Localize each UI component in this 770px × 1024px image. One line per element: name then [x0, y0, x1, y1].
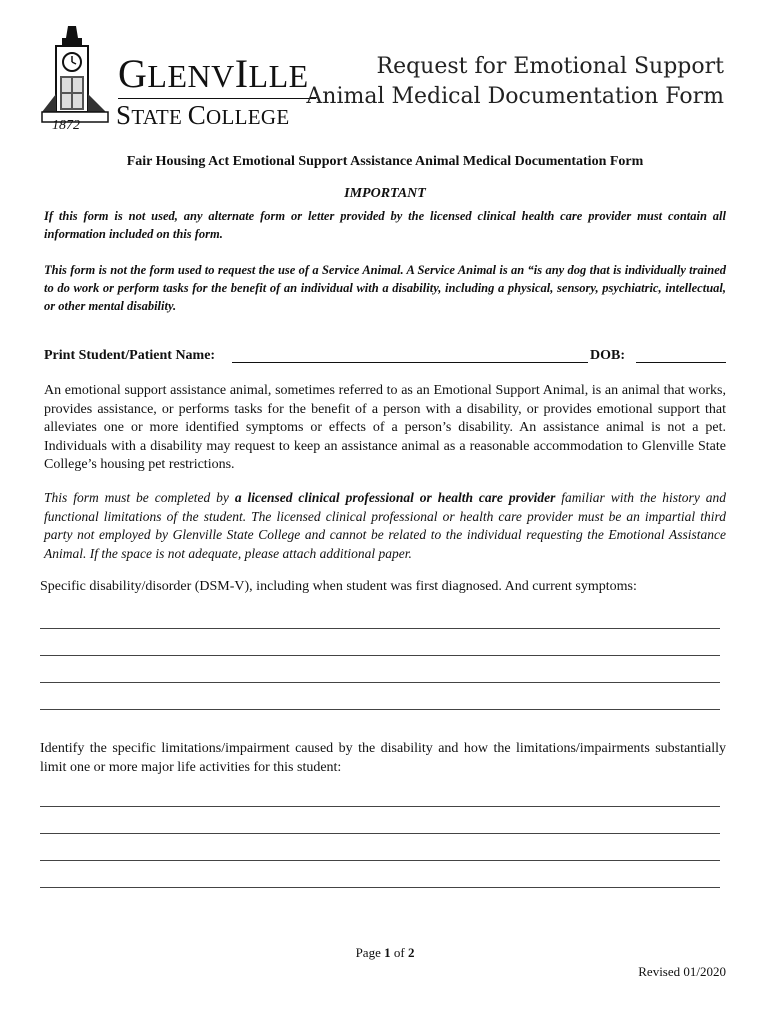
answer-line-2[interactable]	[40, 655, 720, 656]
answer-line-1[interactable]	[40, 628, 720, 629]
esa-definition: An emotional support assistance animal, sometimes referred to as an Emotional Support Animal, is an animal that works, provides assistance, or performs tasks for the benefit of a person with a disability, or provides emotional support that alleviates one or more identified symptoms or effects of a person’s disability. An assistance animal is not a pet. Individuals with a disability may request to keep an assistance animal as a reasonable accommodation to Glenville State College’s housing pet restrictions.	[44, 383, 726, 472]
important-notice: If this form is not used, any alternate form or letter provided by the licensed clinical health care provider must contain all information included on this form.	[44, 209, 726, 241]
founding-year: 1872	[52, 118, 80, 133]
dob-label: DOB:	[590, 348, 625, 363]
form-title: Request for Emotional Support Animal Medical Documentation Form	[306, 54, 724, 109]
answer-line-4[interactable]	[40, 709, 720, 710]
answer-line-8[interactable]	[40, 887, 720, 888]
answer-line-6[interactable]	[40, 833, 720, 834]
form-subtitle: Fair Housing Act Emotional Support Assistance Animal Medical Documentation Form	[126, 154, 644, 169]
answer-line-3[interactable]	[40, 682, 720, 683]
logo-name-state-college: STATE COLLEGE	[116, 100, 290, 130]
answer-line-7[interactable]	[40, 860, 720, 861]
provider-emphasis: a licensed clinical professional or health care provider	[234, 490, 556, 505]
student-name-label: Print Student/Patient Name:	[44, 348, 216, 363]
name-dob-row	[44, 344, 726, 366]
question-limitations: Identify the specific limitations/impairment caused by the disability and how the limitations/impairments substantially limit one or more major life activities for this student:	[40, 741, 726, 775]
logo-divider	[118, 98, 316, 99]
question-disability: Specific disability/disorder (DSM-V), including when student was first diagnosed. And current symptoms:	[40, 579, 637, 594]
answer-line-5[interactable]	[40, 806, 720, 807]
student-name-field[interactable]	[232, 362, 588, 363]
dob-field[interactable]	[636, 362, 726, 363]
completion-instructions: This form must be completed by a licensed clinical professional or health care provider familiar with the history and functional limitations of the student. The licensed clinical professional or health care provider must be an impartial third party not employed by Glenville State College and cannot be related to the individual requesting the Emotional Assistance Animal. If the space is not adequate, please attach additional paper.	[44, 490, 726, 561]
college-logo	[40, 24, 320, 134]
revision-date: Revised 01/2020	[638, 964, 726, 979]
clock-tower-icon	[40, 24, 110, 124]
service-animal-notice: This form is not the form used to request the use of a Service Animal. A Service Animal is an “is any dog that is individually trained to do work or perform tasks for the benefit of an individual with a disability, including a physical, sensory, psychiatric, intellectual, or other mental disability.	[44, 263, 726, 313]
page-number: Page 1 of 2	[355, 945, 415, 960]
important-heading: IMPORTANT	[344, 186, 426, 201]
logo-name-glenville: GLENVILLE	[118, 51, 309, 96]
